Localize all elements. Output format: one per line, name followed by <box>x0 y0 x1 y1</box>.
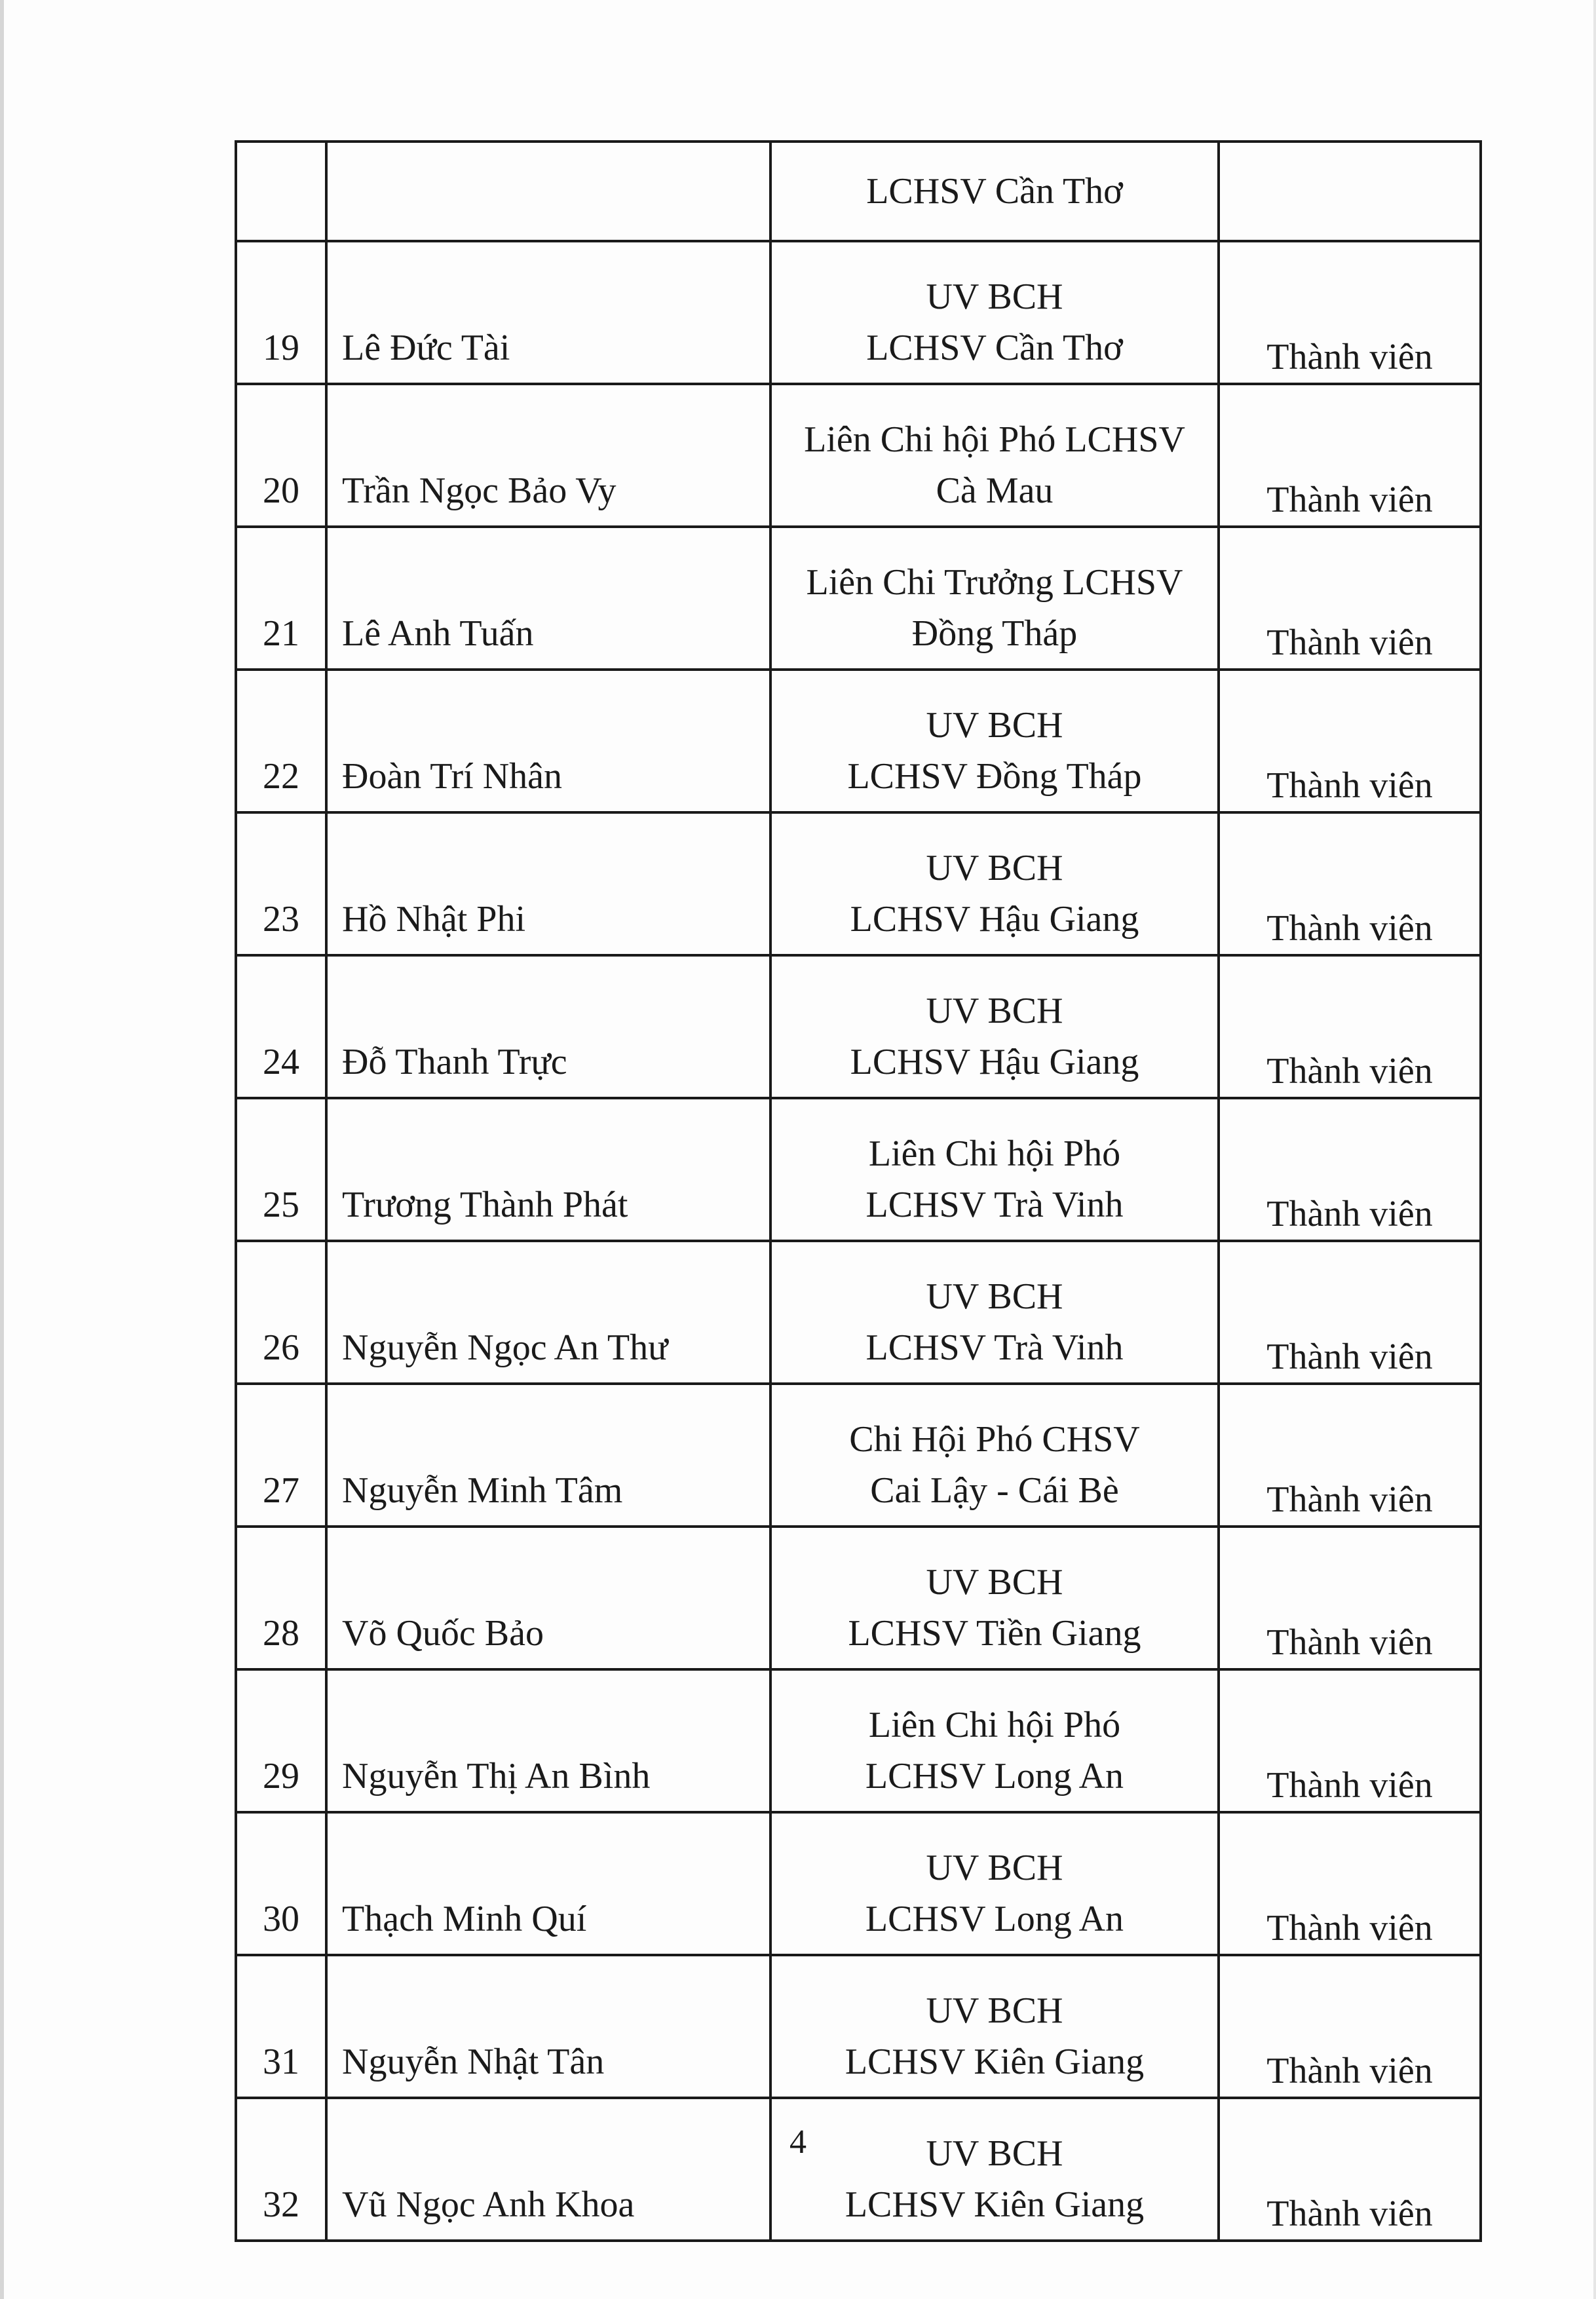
position-line: LCHSV Cần Thơ <box>866 328 1123 368</box>
cell-position <box>770 384 1219 527</box>
cell-no: 24 <box>236 955 326 1098</box>
cell-role: Thành viên <box>1219 527 1481 670</box>
position-line: LCHSV Tiền Giang <box>848 1613 1141 1654</box>
position-line: LCHSV Long An <box>865 1899 1124 1939</box>
cell-no: 20 <box>236 384 326 527</box>
page-shadow-right <box>1593 0 1596 2299</box>
cell-role: Thành viên <box>1219 1669 1481 1812</box>
cell-position <box>770 1955 1219 2098</box>
cell-name: Nguyễn Minh Tâm <box>326 1384 770 1527</box>
position-line: UV BCH <box>926 991 1063 1031</box>
cell-position <box>770 812 1219 955</box>
page-shadow-left <box>0 0 4 2299</box>
cell-no: 25 <box>236 1098 326 1241</box>
cell-role <box>1219 142 1481 241</box>
table-row <box>236 2098 1481 2241</box>
cell-no: 31 <box>236 1955 326 2098</box>
cell-name: Trần Ngọc Bảo Vy <box>326 384 770 527</box>
cell-position <box>770 1384 1219 1527</box>
table-row <box>236 1384 1481 1527</box>
cell-position <box>770 670 1219 812</box>
cell-no <box>236 142 326 241</box>
position-line: UV BCH <box>926 276 1063 317</box>
cell-name: Võ Quốc Bảo <box>326 1527 770 1669</box>
table-row <box>236 384 1481 527</box>
cell-role: Thành viên <box>1219 1098 1481 1241</box>
cell-no: 22 <box>236 670 326 812</box>
position-line: UV BCH <box>926 1276 1063 1317</box>
position-line: Liên Chi Trưởng LCHSV <box>806 562 1183 603</box>
table-row <box>236 812 1481 955</box>
table-row <box>236 670 1481 812</box>
cell-name: Lê Đức Tài <box>326 241 770 384</box>
cell-position <box>770 1527 1219 1669</box>
cell-name: Lê Anh Tuấn <box>326 527 770 670</box>
position-line: LCHSV Cần Thơ <box>866 171 1123 212</box>
position-line: UV BCH <box>926 705 1063 746</box>
cell-name: Đỗ Thanh Trực <box>326 955 770 1098</box>
page-number: 4 <box>789 2123 807 2161</box>
cell-no: 28 <box>236 1527 326 1669</box>
cell-name: Đoàn Trí Nhân <box>326 670 770 812</box>
position-line: LCHSV Hậu Giang <box>850 1042 1139 1082</box>
table-row <box>236 1669 1481 1812</box>
position-line: LCHSV Long An <box>865 1756 1124 1796</box>
position-line: LCHSV Trà Vinh <box>865 1185 1124 1225</box>
cell-name: Thạch Minh Quí <box>326 1812 770 1955</box>
cell-position <box>770 241 1219 384</box>
position-line: Liên Chi hội Phó <box>868 1705 1121 1745</box>
position-line: Cà Mau <box>936 470 1054 511</box>
cell-role: Thành viên <box>1219 1384 1481 1527</box>
cell-name: Nguyễn Thị An Bình <box>326 1669 770 1812</box>
position-line: LCHSV Trà Vinh <box>865 1327 1124 1368</box>
cell-position <box>770 2098 1219 2241</box>
cell-no: 32 <box>236 2098 326 2241</box>
cell-role: Thành viên <box>1219 241 1481 384</box>
position-line: Cai Lậy - Cái Bè <box>870 1470 1119 1511</box>
cell-position <box>770 142 1219 241</box>
cell-no: 21 <box>236 527 326 670</box>
table-row <box>236 527 1481 670</box>
position-line: UV BCH <box>926 2133 1063 2174</box>
cell-name: Hồ Nhật Phi <box>326 812 770 955</box>
cell-role: Thành viên <box>1219 812 1481 955</box>
cell-role: Thành viên <box>1219 955 1481 1098</box>
position-line: UV BCH <box>926 848 1063 888</box>
position-line: Chi Hội Phó CHSV <box>849 1419 1140 1460</box>
cell-role: Thành viên <box>1219 384 1481 527</box>
table-row <box>236 1955 1481 2098</box>
position-line: Đồng Tháp <box>911 613 1078 654</box>
position-line: LCHSV Kiên Giang <box>845 2184 1145 2225</box>
position-line: UV BCH <box>926 1562 1063 1603</box>
cell-role: Thành viên <box>1219 1812 1481 1955</box>
cell-name: Nguyễn Ngọc An Thư <box>326 1241 770 1384</box>
cell-no: 27 <box>236 1384 326 1527</box>
member-table <box>235 140 1482 2242</box>
cell-position <box>770 527 1219 670</box>
position-line: LCHSV Kiên Giang <box>845 2042 1145 2082</box>
cell-name: Vũ Ngọc Anh Khoa <box>326 2098 770 2241</box>
table-row <box>236 1812 1481 1955</box>
continued-row <box>236 142 1481 241</box>
cell-no: 30 <box>236 1812 326 1955</box>
table-row <box>236 955 1481 1098</box>
position-line: LCHSV Đồng Tháp <box>847 756 1142 797</box>
position-line: Liên Chi hội Phó LCHSV <box>804 419 1185 460</box>
cell-position <box>770 1241 1219 1384</box>
cell-no: 19 <box>236 241 326 384</box>
cell-role: Thành viên <box>1219 1527 1481 1669</box>
cell-position <box>770 955 1219 1098</box>
table-row <box>236 1527 1481 1669</box>
cell-no: 29 <box>236 1669 326 1812</box>
cell-name: Trương Thành Phát <box>326 1098 770 1241</box>
cell-position <box>770 1098 1219 1241</box>
cell-position <box>770 1669 1219 1812</box>
cell-role: Thành viên <box>1219 1241 1481 1384</box>
cell-name <box>326 142 770 241</box>
table-row <box>236 1098 1481 1241</box>
position-line: LCHSV Hậu Giang <box>850 899 1139 940</box>
cell-no: 26 <box>236 1241 326 1384</box>
cell-name: Nguyễn Nhật Tân <box>326 1955 770 2098</box>
cell-no: 23 <box>236 812 326 955</box>
cell-role: Thành viên <box>1219 670 1481 812</box>
position-line: Liên Chi hội Phó <box>868 1133 1121 1174</box>
cell-position <box>770 1812 1219 1955</box>
position-line: UV BCH <box>926 1848 1063 1888</box>
cell-role: Thành viên <box>1219 1955 1481 2098</box>
cell-role: Thành viên <box>1219 2098 1481 2241</box>
member-table-body <box>236 142 1481 2241</box>
table-row <box>236 1241 1481 1384</box>
position-line: UV BCH <box>926 1990 1063 2031</box>
table-row <box>236 241 1481 384</box>
